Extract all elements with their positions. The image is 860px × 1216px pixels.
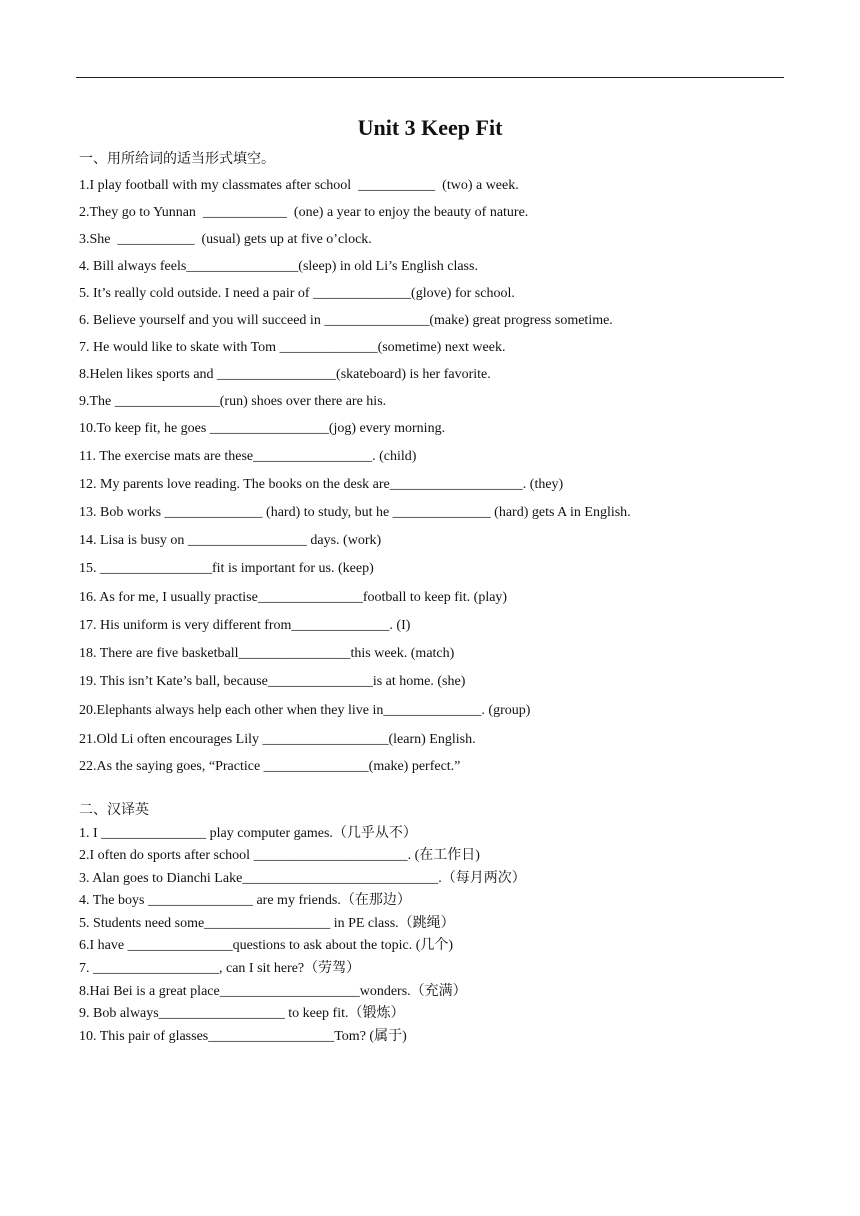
- exercise-item: 22.As the saying goes, “Practice _______________(make) perfect.”: [79, 759, 461, 774]
- page-title: Unit 3 Keep Fit: [357, 115, 503, 140]
- exercise-item: 6. Believe yourself and you will succeed in _______________(make) great progress sometime.: [79, 313, 613, 328]
- exercise-item: 12. My parents love reading. The books on the desk are___________________. (they): [79, 477, 564, 492]
- exercise-item: 20.Elephants always help each other when they live in______________. (group): [79, 703, 531, 718]
- exercise-item: 15. ________________fit is important for us. (keep): [79, 561, 374, 576]
- translation-item: 7. __________________, can I sit here?（劳驾）: [79, 961, 361, 976]
- section-2-heading: 二、汉译英: [79, 803, 149, 818]
- exercise-item: 4. Bill always feels________________(sleep) in old Li’s English class.: [79, 259, 478, 274]
- exercise-item: 7. He would like to skate with Tom ______________(sometime) next week.: [79, 340, 506, 355]
- exercise-item: 18. There are five basketball________________this week. (match): [79, 646, 455, 661]
- exercise-item: 19. This isn’t Kate’s ball, because_______________is at home. (she): [79, 674, 466, 689]
- section-1-heading: 一、用所给词的适当形式填空。: [79, 152, 275, 167]
- translation-item: 5. Students need some__________________ in PE class.（跳绳）: [79, 916, 455, 931]
- exercise-item: 8.Helen likes sports and _________________(skateboard) is her favorite.: [79, 367, 491, 382]
- exercise-item: 21.Old Li often encourages Lily __________________(learn) English.: [79, 732, 476, 747]
- translation-item: 10. This pair of glasses__________________Tom? (属于): [79, 1029, 407, 1044]
- exercise-item: 17. His uniform is very different from______________. (I): [79, 618, 411, 633]
- exercise-item: 13. Bob works ______________ (hard) to study, but he ______________ (hard) gets A in English.: [79, 505, 631, 520]
- translation-item: 9. Bob always__________________ to keep fit.（锻炼）: [79, 1006, 405, 1021]
- translation-item: 6.I have _______________questions to ask about the topic. (几个): [79, 938, 454, 953]
- header-rule: [76, 77, 784, 78]
- translation-item: 3. Alan goes to Dianchi Lake____________________________.（每月两次）: [79, 871, 526, 886]
- exercise-item: 3.She ___________ (usual) gets up at five o’clock.: [79, 232, 372, 247]
- translation-item: 1. I _______________ play computer games.（几乎从不）: [79, 826, 417, 841]
- exercise-item: 10.To keep fit, he goes _________________(jog) every morning.: [79, 421, 446, 436]
- exercise-item: 16. As for me, I usually practise_______________football to keep fit. (play): [79, 590, 508, 605]
- exercise-item: 5. It’s really cold outside. I need a pair of ______________(glove) for school.: [79, 286, 515, 301]
- exercise-item: 1.I play football with my classmates after school ___________ (two) a week.: [79, 178, 519, 193]
- translation-item: 2.I often do sports after school ______________________. (在工作日): [79, 848, 480, 863]
- exercise-item: 9.The _______________(run) shoes over there are his.: [79, 394, 387, 409]
- exercise-item: 2.They go to Yunnan ____________ (one) a year to enjoy the beauty of nature.: [79, 205, 529, 220]
- translation-item: 4. The boys _______________ are my friends.（在那边）: [79, 893, 411, 908]
- exercise-item: 14. Lisa is busy on _________________ days. (work): [79, 533, 382, 548]
- exercise-item: 11. The exercise mats are these_________________. (child): [79, 449, 417, 464]
- translation-item: 8.Hai Bei is a great place____________________wonders.（充满）: [79, 984, 467, 999]
